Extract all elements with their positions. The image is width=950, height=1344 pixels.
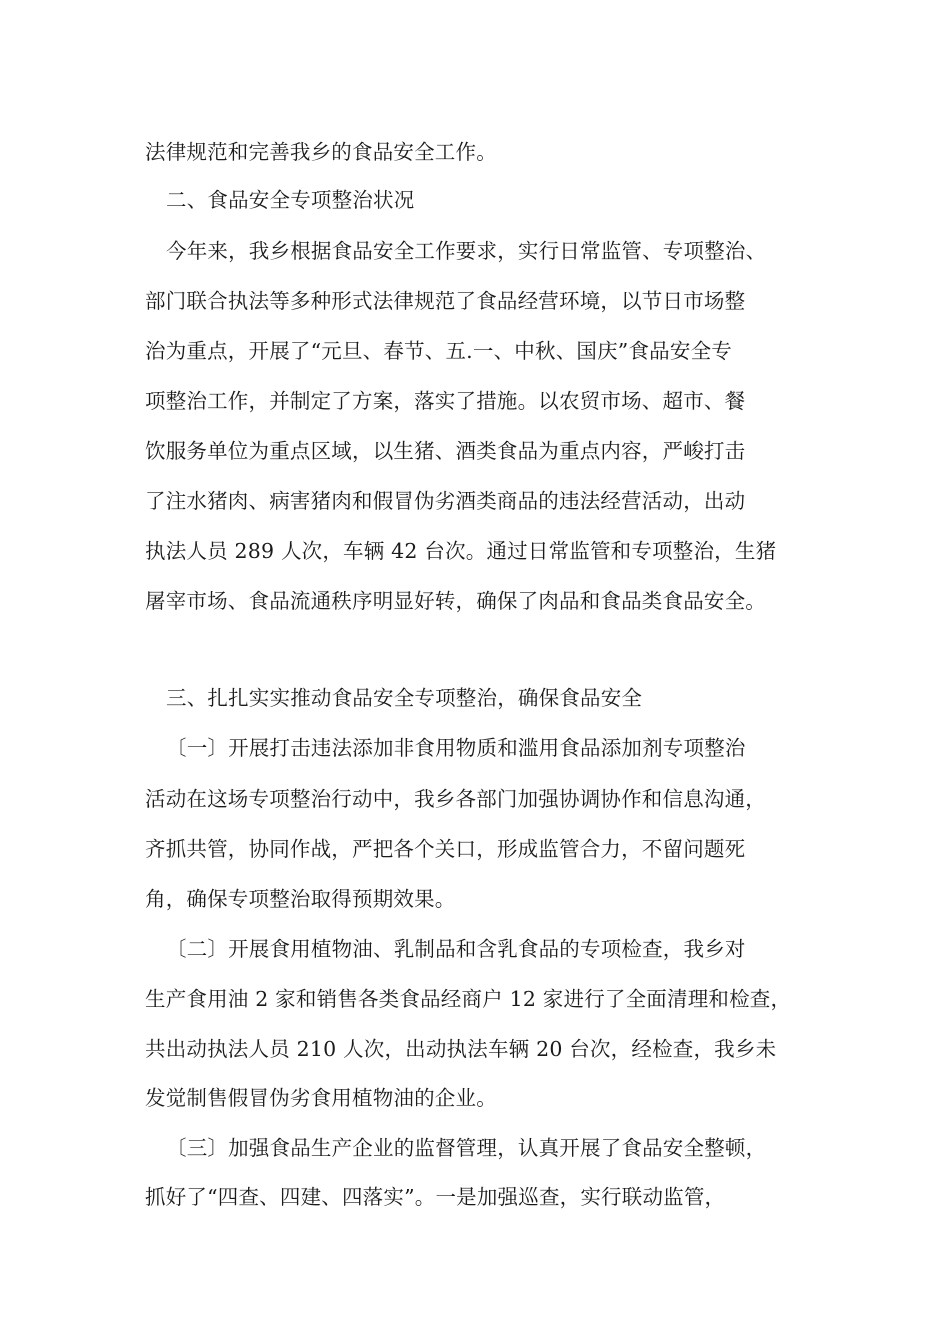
text-line-9: 执法人员 289 人次，车辆 42 台次。通过日常监管和专项整治，生猪 [145, 539, 777, 563]
section-heading-3: 三、扎扎实实推动食品安全专项整治，确保食品安全 [166, 686, 643, 710]
text-line-20: 〔三〕加强食品生产企业的监督管理，认真开展了食品安全整顿， [166, 1136, 767, 1160]
text-line-21: 抓好了“四查、四建、四落实”。一是加强巡查，实行联动监管， [145, 1185, 726, 1209]
text-line-17: 生产食用油 2 家和销售各类食品经商户 12 家进行了全面清理和检查， [145, 987, 792, 1011]
text-line-13: 活动在这场专项整治行动中，我乡各部门加强协调协作和信息沟通， [145, 787, 766, 811]
section-heading-2: 二、食品安全专项整治状况 [166, 188, 415, 212]
text-line-1: 法律规范和完善我乡的食品安全工作。 [145, 140, 497, 164]
text-line-14: 齐抓共管，协同作战，严把各个关口，形成监管合力，不留问题死 [145, 837, 746, 861]
text-line-18: 共出动执法人员 210 人次，出动执法车辆 20 台次，经检查，我乡未 [145, 1037, 777, 1061]
text-line-12: 〔一〕开展打击违法添加非食用物质和滥用食品添加剂专项整治 [166, 736, 746, 760]
text-line-19: 发觉制售假冒伪劣食用植物油的企业。 [145, 1086, 497, 1110]
text-line-16: 〔二〕开展食用植物油、乳制品和含乳食品的专项检查，我乡对 [166, 937, 746, 961]
text-line-6: 项整治工作，并制定了方案，落实了措施。以农贸市场、超市、餐 [145, 389, 746, 413]
text-line-8: 了注水猪肉、病害猪肉和假冒伪劣酒类商品的违法经营活动，出动 [145, 489, 746, 513]
text-line-4: 部门联合执法等多种形式法律规范了食品经营环境，以节日市场整 [145, 289, 746, 313]
text-line-15: 角，确保专项整治取得预期效果。 [145, 887, 456, 911]
text-line-7: 饮服务单位为重点区域，以生猪、酒类食品为重点内容，严峻打击 [145, 439, 746, 463]
text-line-3: 今年来，我乡根据食品安全工作要求，实行日常监管、专项整治、 [166, 239, 767, 263]
text-line-10: 屠宰市场、食品流通秩序明显好转，确保了肉品和食品类食品安全。 [145, 589, 766, 613]
text-line-5: 治为重点，开展了“元旦、春节、五.一、中秋、国庆”食品安全专 [145, 339, 732, 363]
